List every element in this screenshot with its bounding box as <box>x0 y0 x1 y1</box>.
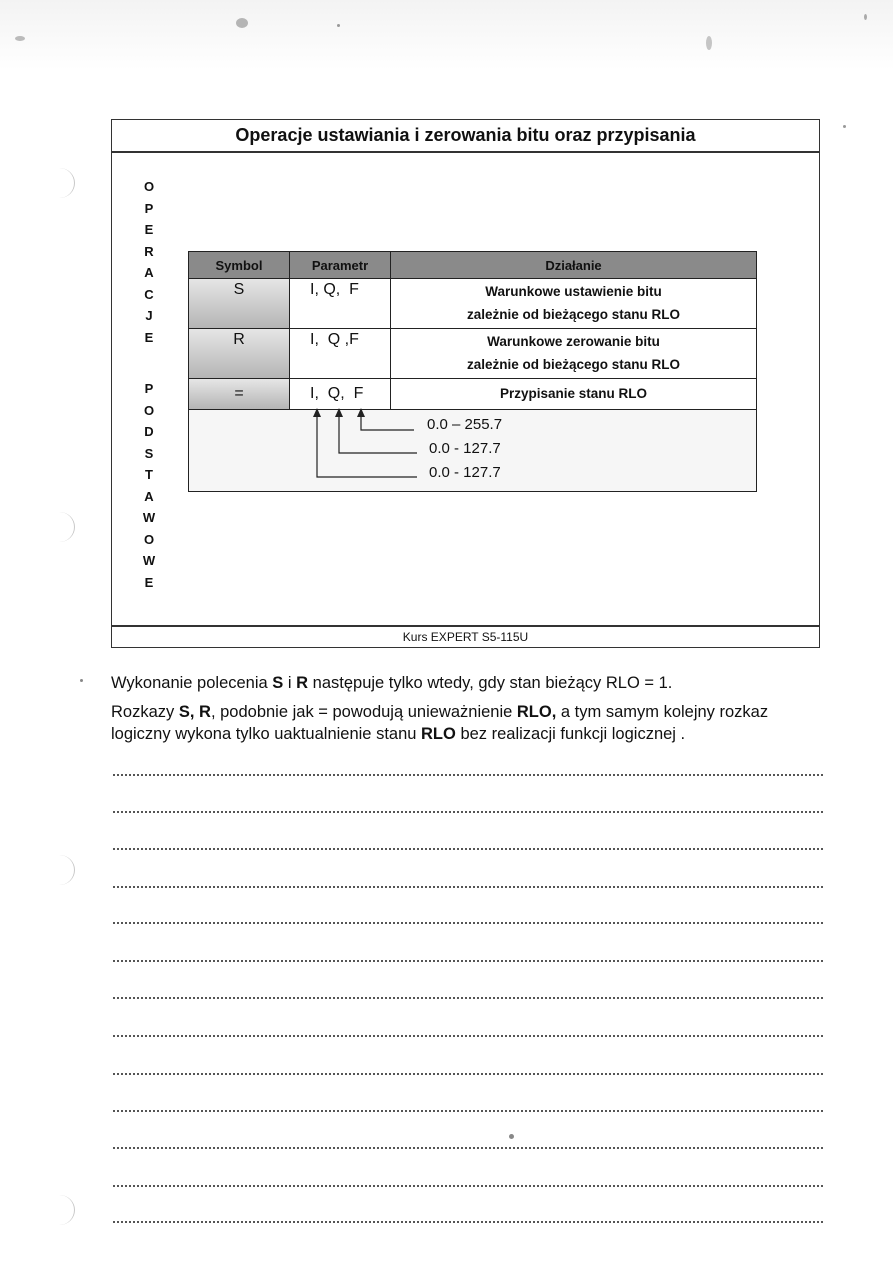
text-run: Rozkazy <box>111 703 179 721</box>
note-line <box>113 848 823 850</box>
paragraph-1 <box>111 672 831 694</box>
symbol-cell-r: R <box>189 329 290 379</box>
note-line <box>113 811 823 813</box>
margin-mark <box>80 679 83 682</box>
note-line <box>113 1035 823 1037</box>
note-line <box>113 1185 823 1187</box>
action-line: zależnie od bieżącego stanu RLO <box>466 357 681 372</box>
text-run: Wykonanie polecenia <box>111 674 273 692</box>
param-cell: I, Q, F <box>290 379 391 410</box>
text-bold: S <box>272 674 284 692</box>
scan-speck <box>864 14 867 20</box>
symbol-cell-s: S <box>189 279 290 329</box>
punch-hole <box>44 512 75 542</box>
header-dzialanie: Działanie <box>391 252 756 279</box>
punch-hole <box>44 1195 75 1225</box>
text-run: następuje tylko wtedy, gdy stan bieżący RLO = 1. <box>308 674 673 692</box>
side-letter: D <box>144 424 154 439</box>
note-line <box>113 997 823 999</box>
side-word-podstawowe <box>139 378 159 593</box>
arrow-i <box>317 414 417 477</box>
side-letter: C <box>144 286 154 302</box>
arrow-f-head <box>357 408 365 417</box>
side-letter: P <box>144 200 154 216</box>
side-letter: T <box>145 467 153 482</box>
text-run: i <box>283 674 297 692</box>
side-letter: E <box>144 329 154 345</box>
symbol-cell-assign: = <box>189 379 290 410</box>
slide-title: Operacje ustawiania i zerowania bitu oraz przypisania <box>112 120 819 153</box>
note-line <box>113 1110 823 1112</box>
scan-speck <box>509 1134 514 1139</box>
text-bold: R <box>296 674 309 692</box>
param-cell: I, Q, F <box>290 279 391 329</box>
range-f: 0.0 – 255.7 <box>427 416 503 433</box>
header-symbol: Symbol <box>189 252 290 279</box>
side-letter: P <box>144 381 154 396</box>
range-i: 0.0 - 127.7 <box>429 464 501 481</box>
punch-hole <box>44 168 75 198</box>
slide-footer: Kurs EXPERT S5-115U <box>112 625 819 647</box>
scan-speck <box>706 36 712 50</box>
side-letter: W <box>142 510 156 525</box>
side-letter: E <box>144 222 154 237</box>
action-line: Warunkowe zerowanie bitu <box>487 334 660 349</box>
punch-hole <box>44 855 75 885</box>
text-run: bez realizacji funkcji logicznej . <box>455 725 686 743</box>
note-line <box>113 774 823 776</box>
side-letter: A <box>144 265 154 280</box>
scan-speck <box>843 125 846 128</box>
side-letter: S <box>144 445 154 461</box>
arrow-q-head <box>335 408 343 417</box>
action-line: Przypisanie stanu RLO <box>499 386 648 401</box>
side-letter: R <box>144 243 154 259</box>
header-parametr: Parametr <box>290 252 391 279</box>
note-line <box>113 1221 823 1223</box>
side-letter: W <box>142 553 156 568</box>
text-bold: S, R <box>178 703 211 721</box>
note-line <box>113 960 823 962</box>
arrow-q <box>339 414 417 453</box>
side-letter: J <box>145 308 153 323</box>
side-letter: E <box>144 574 154 590</box>
scan-speck <box>337 24 340 27</box>
note-line <box>113 922 823 924</box>
side-letter: A <box>144 488 154 504</box>
scan-edge <box>0 0 893 70</box>
param-cell: I, Q ,F <box>290 329 391 379</box>
text-run: a tym samym kolejny rozkaz <box>556 703 769 721</box>
paragraph-2 <box>111 701 831 723</box>
side-letter: O <box>143 402 155 418</box>
arrow-i-head <box>313 408 321 417</box>
slide-frame <box>111 119 820 648</box>
note-line <box>113 1073 823 1075</box>
note-line <box>113 1147 823 1149</box>
text-run: , podobnie jak = powodują unieważnienie <box>210 703 517 721</box>
text-run: logiczny wykona tylko uaktualnienie stanu <box>111 725 422 743</box>
scan-speck <box>236 18 248 28</box>
paragraph-3 <box>111 723 831 745</box>
side-word-operacje <box>139 176 159 348</box>
operations-table <box>188 251 757 492</box>
text-bold: RLO, <box>516 703 557 721</box>
text-bold: RLO <box>421 725 456 743</box>
action-line: zależnie od bieżącego stanu RLO <box>466 307 681 322</box>
arrow-f <box>361 414 414 430</box>
action-line: Warunkowe ustawienie bitu <box>485 284 662 299</box>
side-letter: O <box>143 531 155 547</box>
scan-speck <box>15 36 25 41</box>
range-q: 0.0 - 127.7 <box>429 440 501 457</box>
note-line <box>113 886 823 888</box>
side-letter: O <box>143 179 155 194</box>
